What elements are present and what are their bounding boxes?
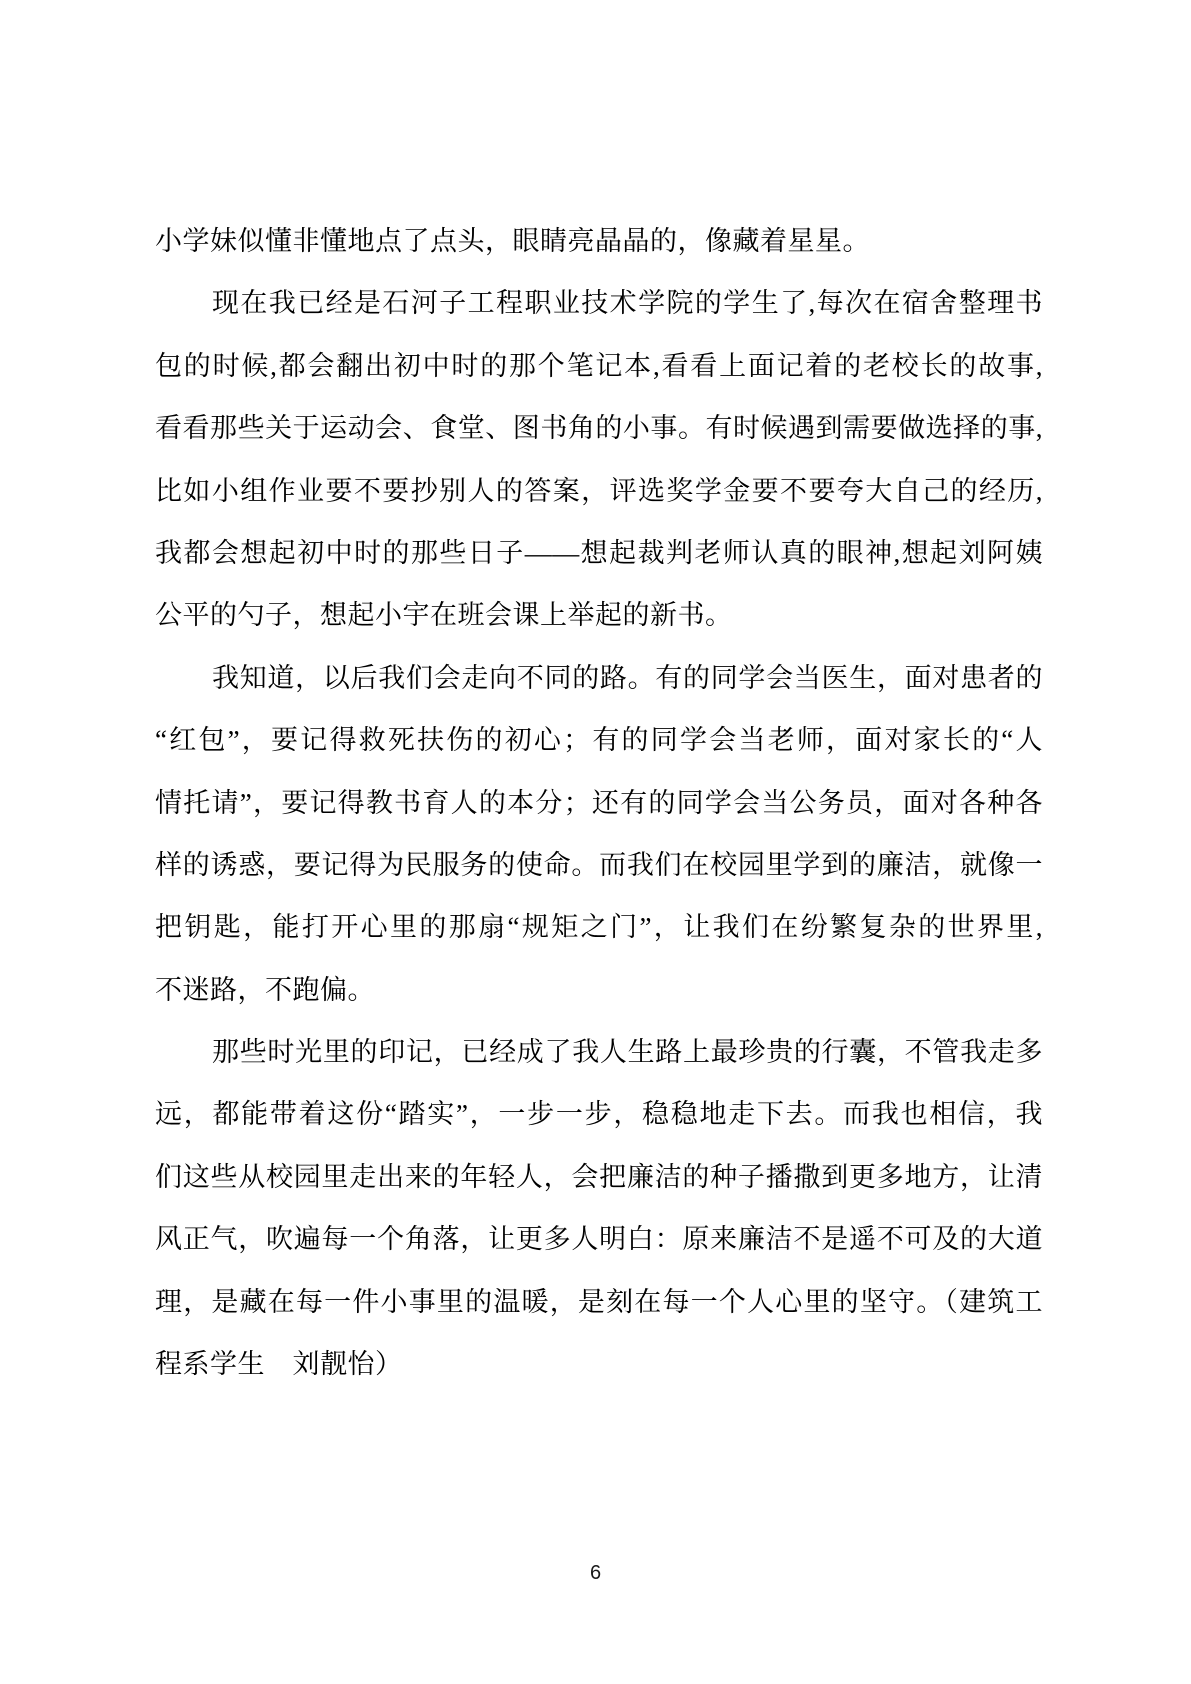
text-line: 包的时候,都会翻出初中时的那个笔记本,看看上面记着的老校长的故事, bbox=[155, 350, 1043, 381]
text-line: 远，都能带着这份“踏实”，一步一步，稳稳地走下去。而我也相信，我 bbox=[155, 1099, 1043, 1130]
text-line: 程系学生 刘靓怡） bbox=[155, 1349, 403, 1380]
text-line: 看看那些关于运动会、食堂、图书角的小事。有时候遇到需要做选择的事, bbox=[155, 413, 1043, 444]
document-body bbox=[155, 210, 1043, 1395]
text-line: 那些时光里的印记，已经成了我人生路上最珍贵的行囊，不管我走多 bbox=[212, 1037, 1043, 1068]
text-line: 比如小组作业要不要抄别人的答案，评选奖学金要不要夸大自己的经历, bbox=[155, 475, 1043, 506]
text-line: 理，是藏在每一件小事里的温暖，是刻在每一个人心里的坚守。（建筑工 bbox=[155, 1286, 1043, 1317]
text-line: 们这些从校园里走出来的年轻人，会把廉洁的种子播撒到更多地方，让清 bbox=[155, 1161, 1043, 1192]
text-line: 现在我已经是石河子工程职业技术学院的学生了,每次在宿舍整理书 bbox=[212, 288, 1043, 319]
text-line: 样的诱惑，要记得为民服务的使命。而我们在校园里学到的廉洁，就像一 bbox=[155, 849, 1043, 880]
text-line: 我知道，以后我们会走向不同的路。有的同学会当医生，面对患者的 bbox=[212, 662, 1043, 693]
text-line: 风正气，吹遍每一个角落，让更多人明白：原来廉洁不是遥不可及的大道 bbox=[155, 1224, 1043, 1255]
text-line: 小学妹似懂非懂地点了点头，眼睛亮晶晶的，像藏着星星。 bbox=[155, 226, 870, 256]
paragraph bbox=[155, 1021, 1043, 1395]
text-line: “红包”，要记得救死扶伤的初心；有的同学会当老师，面对家长的“人 bbox=[155, 725, 1043, 756]
text-line: 情托请”，要记得教书育人的本分；还有的同学会当公务员，面对各种各 bbox=[155, 787, 1043, 818]
text-line: 不迷路，不跑偏。 bbox=[155, 974, 375, 1005]
paragraph bbox=[155, 210, 1043, 272]
text-line: 把钥匙，能打开心里的那扇“规矩之门”，让我们在纷繁复杂的世界里, bbox=[155, 912, 1043, 943]
text-line: 我都会想起初中时的那些日子——想起裁判老师认真的眼神,想起刘阿姨 bbox=[155, 537, 1043, 568]
text-line: 公平的勺子，想起小宇在班会课上举起的新书。 bbox=[155, 600, 733, 631]
paragraph bbox=[155, 647, 1043, 1021]
paragraph bbox=[155, 272, 1043, 646]
page-number: 6 bbox=[589, 1562, 602, 1584]
